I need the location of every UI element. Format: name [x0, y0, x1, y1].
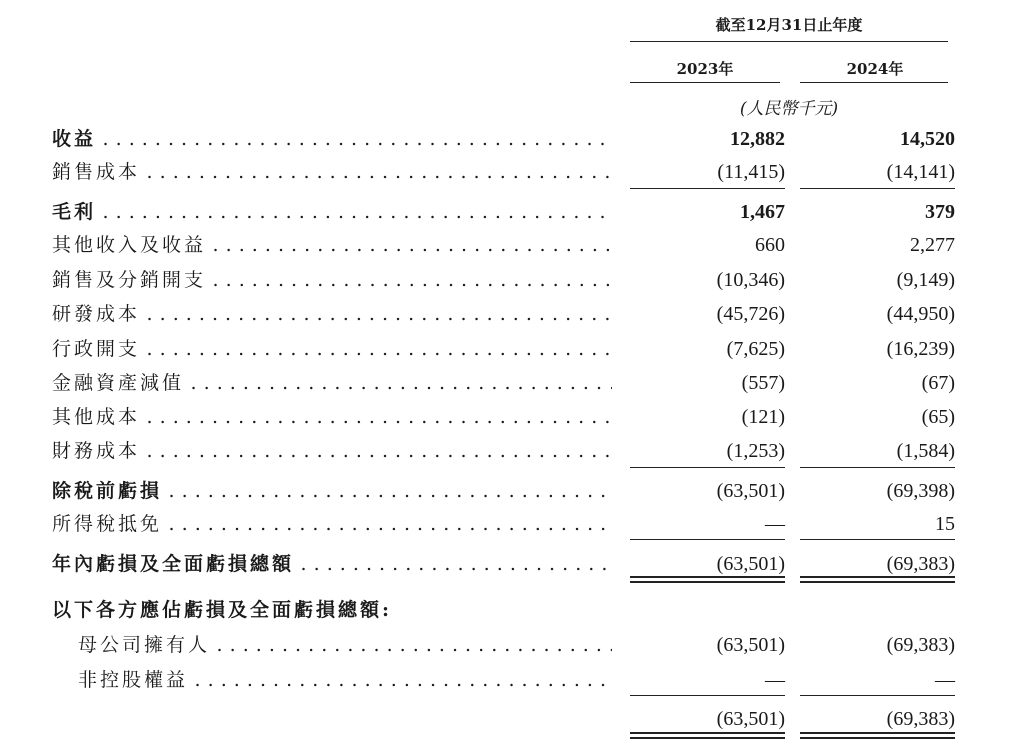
row-admin-expenses — [0, 334, 1018, 364]
row-label: 銷售及分銷開支 . . . — [52, 265, 612, 295]
row-label: 其他收入及收益 . . . — [52, 230, 612, 260]
row-label: 財務成本 . . . — [52, 436, 612, 466]
row-label: 行政開支 . . . — [52, 334, 612, 364]
row-gross-profit — [0, 197, 1018, 227]
value-2023: 660 — [755, 234, 785, 256]
value-2024: (1,584) — [896, 440, 955, 462]
row-loss-before-tax — [0, 476, 1018, 506]
row-selling-expenses — [0, 265, 1018, 295]
row-attributable-total — [0, 704, 1018, 734]
total-double-rule-2024 — [800, 576, 955, 583]
row-label: 研發成本 . . . — [52, 299, 612, 329]
value-2024: (69,383) — [886, 708, 955, 730]
value-2023: (11,415) — [717, 161, 785, 183]
subtotal-rule-2024 — [800, 467, 955, 468]
value-2023: 1,467 — [740, 201, 785, 223]
value-2023: (1,253) — [726, 440, 785, 462]
value-2024: (69,383) — [886, 553, 955, 575]
value-2024: (16,239) — [886, 338, 955, 360]
value-2023: (45,726) — [716, 303, 785, 325]
value-2023: (63,501) — [716, 708, 785, 730]
value-2024: (65) — [921, 406, 955, 428]
value-2023: (10,346) — [716, 269, 785, 291]
row-total-loss — [0, 549, 1018, 579]
row-cost-of-sales — [0, 157, 1018, 187]
total-double-rule-2023 — [630, 576, 785, 583]
value-2023: — — [765, 669, 785, 691]
subtotal-rule-2024 — [800, 188, 955, 189]
row-owners — [0, 630, 1018, 660]
row-tax-credit — [0, 509, 1018, 539]
row-label: 毛利 . . . — [52, 197, 612, 227]
row-rd-costs — [0, 299, 1018, 329]
row-label: 除稅前虧損 . . . — [52, 476, 612, 506]
value-2024: (14,141) — [886, 161, 955, 183]
value-2023: (557) — [741, 372, 785, 394]
subtotal-rule-2023 — [630, 467, 785, 468]
value-2024: (69,383) — [886, 634, 955, 656]
value-2023: (63,501) — [716, 480, 785, 502]
row-label: 銷售成本 . . . — [52, 157, 612, 187]
subtotal-rule-2024 — [800, 539, 955, 540]
row-revenue — [0, 124, 1018, 154]
row-label: 收益 . . . — [52, 124, 612, 154]
row-other-income — [0, 230, 1018, 260]
total-double-rule-2023 — [630, 732, 785, 739]
row-impairment — [0, 368, 1018, 398]
total-double-rule-2024 — [800, 732, 955, 739]
row-label: 金融資產減值 . . . — [52, 368, 612, 398]
value-2024: 15 — [935, 513, 955, 535]
value-2023: 12,882 — [730, 128, 785, 150]
subtotal-rule-2024 — [800, 695, 955, 696]
row-label: 所得稅抵免 . . . — [52, 509, 612, 539]
year-2024-header: 2024年 — [846, 60, 904, 78]
value-2024: 2,277 — [910, 234, 955, 256]
row-finance-costs — [0, 436, 1018, 466]
subtotal-rule-2023 — [630, 539, 785, 540]
value-2023: (7,625) — [726, 338, 785, 360]
row-attributable-heading — [0, 595, 1018, 625]
value-2024: (67) — [921, 372, 955, 394]
row-non-controlling — [0, 665, 1018, 695]
value-2024: (44,950) — [886, 303, 955, 325]
year-2024-rule — [800, 82, 948, 83]
row-label: 其他成本 . . . — [52, 402, 612, 432]
value-2024: — — [935, 669, 955, 691]
unit-label: (人民幣千元) — [739, 99, 839, 119]
period-title: 截至12月31日止年度 — [715, 16, 863, 34]
value-2023: (63,501) — [716, 634, 785, 656]
value-2024: (69,398) — [886, 480, 955, 502]
value-2023: (121) — [741, 406, 785, 428]
row-label: 年內虧損及全面虧損總額 . . . — [52, 549, 612, 579]
row-other-costs — [0, 402, 1018, 432]
value-2023: (63,501) — [716, 553, 785, 575]
row-label: 以下各方應佔虧損及全面虧損總額: — [52, 599, 393, 621]
year-2023-header: 2023年 — [676, 60, 734, 78]
value-2024: 14,520 — [900, 128, 955, 150]
value-2024: (9,149) — [896, 269, 955, 291]
header-rule — [630, 41, 948, 42]
row-label: 母公司擁有人 . . . — [78, 630, 612, 660]
year-2023-rule — [630, 82, 780, 83]
value-2024: 379 — [925, 201, 955, 223]
value-2023: — — [765, 513, 785, 535]
row-label: 非控股權益 . . . — [78, 665, 612, 695]
subtotal-rule-2023 — [630, 695, 785, 696]
subtotal-rule-2023 — [630, 188, 785, 189]
